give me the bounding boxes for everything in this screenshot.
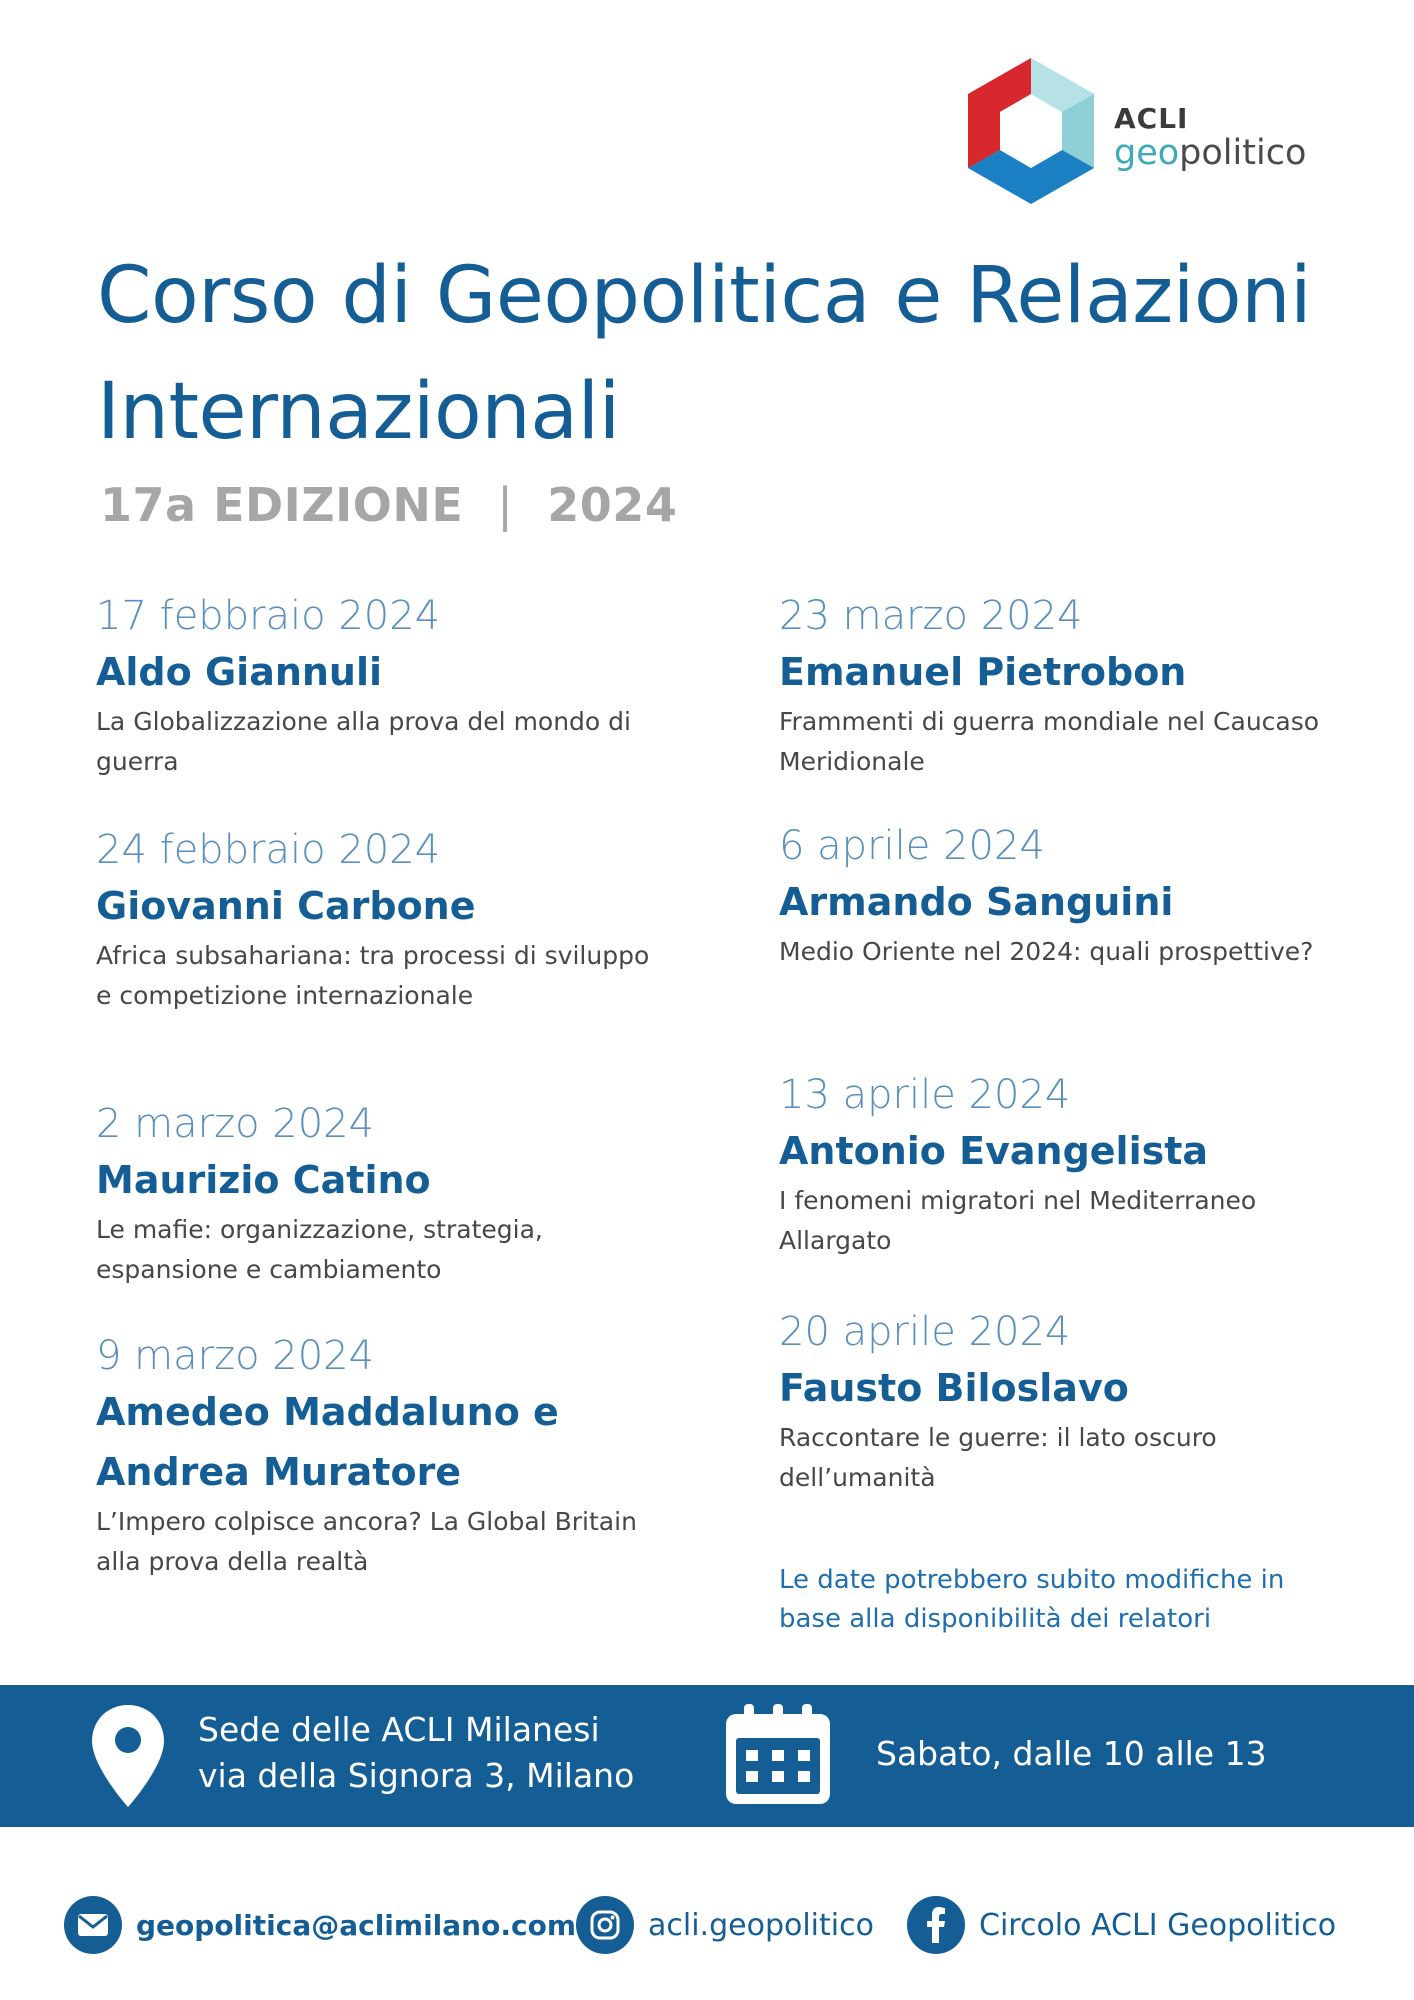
event-item (779, 1306, 1339, 1498)
event-topic: Africa subsahariana: tra processi di sviluppo e competizione internazionale (96, 941, 650, 1010)
logo-wordmark (1114, 104, 1306, 172)
event-speaker: Maurizio Catino (96, 1158, 431, 1202)
event-topic: Frammenti di guerra mondiale nel Caucaso Meridionale (779, 707, 1320, 776)
instagram-contact[interactable] (576, 1893, 874, 1957)
event-topic: Le mafie: organizzazione, strategia, espansione e cambiamento (96, 1215, 543, 1284)
map-pin-icon (90, 1703, 166, 1809)
event-date: 23 marzo 2024 (779, 593, 1083, 639)
page-title: Corso di Geopolitica e Relazioni Internazionali (97, 251, 1312, 457)
event-date: 2 marzo 2024 (96, 1101, 375, 1147)
event-speaker: Antonio Evangelista (779, 1129, 1209, 1173)
event-speaker: Armando Sanguini (779, 880, 1174, 924)
event-item (779, 590, 1339, 782)
logo-acli-text: ACLI (1114, 102, 1189, 135)
event-topic: L’Impero colpisce ancora? La Global Britain alla prova della realtà (96, 1507, 637, 1576)
event-item (96, 1330, 656, 1582)
contacts-bar (0, 1893, 1414, 1957)
facebook-page[interactable]: Circolo ACLI Geopolitico (979, 1907, 1337, 1943)
event-date: 17 febbraio 2024 (96, 593, 441, 639)
email-address[interactable]: geopolitica@aclimilano.com (136, 1908, 576, 1942)
event-topic: Raccontare le guerre: il lato oscuro dell’umanità (779, 1423, 1217, 1492)
calendar-icon (722, 1702, 834, 1808)
event-date: 24 febbraio 2024 (96, 827, 441, 873)
event-item (96, 1098, 656, 1290)
event-topic: Medio Oriente nel 2024: quali prospettive? (779, 937, 1314, 966)
email-contact[interactable] (64, 1893, 576, 1957)
event-date: 20 aprile 2024 (779, 1309, 1071, 1355)
event-speaker: Fausto Biloslavo (779, 1366, 1129, 1410)
event-speaker: Giovanni Carbone (96, 884, 476, 928)
logo-geopolitico-text: geopolitico (1114, 133, 1307, 173)
event-date: 6 aprile 2024 (779, 823, 1045, 869)
hexagon-logo-icon (968, 58, 1094, 204)
instagram-icon (576, 1896, 634, 1954)
event-date: 13 aprile 2024 (779, 1072, 1071, 1118)
edition-separator: | (497, 478, 514, 532)
schedule-change-note: Le date potrebbero subito modifiche in base alla disponibilità dei relatori (779, 1565, 1285, 1634)
event-speaker: Amedeo Maddaluno e Andrea Muratore (96, 1390, 559, 1494)
event-item (96, 824, 656, 1016)
event-topic: La Globalizzazione alla prova del mondo di guerra (96, 707, 631, 776)
venue-address: via della Signora 3, Milano (198, 1756, 635, 1795)
info-band (0, 1685, 1414, 1827)
facebook-contact[interactable] (907, 1893, 1336, 1957)
event-item (779, 1069, 1339, 1261)
event-speaker: Emanuel Pietrobon (779, 650, 1187, 694)
event-item (96, 590, 656, 782)
acli-geopolitico-logo (968, 58, 1320, 206)
edition-label: 17a EDIZIONE (100, 478, 464, 532)
venue-name: Sede delle ACLI Milanesi (198, 1710, 600, 1749)
edition-line (100, 478, 677, 532)
event-speaker: Aldo Giannuli (96, 650, 383, 694)
envelope-icon (64, 1896, 122, 1954)
facebook-icon (907, 1896, 965, 1954)
venue (198, 1707, 634, 1799)
event-date: 9 marzo 2024 (96, 1333, 375, 1379)
schedule-time: Sabato, dalle 10 alle 13 (876, 1734, 1267, 1773)
edition-year: 2024 (547, 478, 678, 532)
event-item (779, 820, 1339, 972)
event-topic: I fenomeni migratori nel Mediterraneo Allargato (779, 1186, 1257, 1255)
instagram-handle[interactable]: acli.geopolitico (648, 1907, 874, 1943)
